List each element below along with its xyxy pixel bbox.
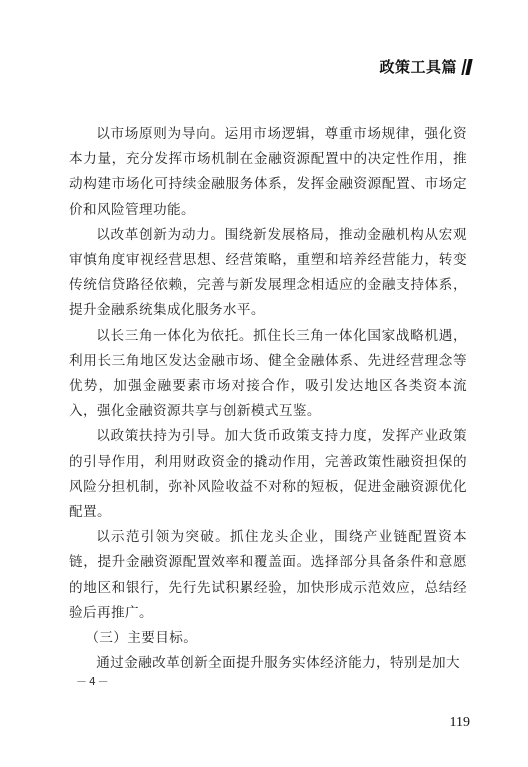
paragraph: 以政策扶持为引导。加大货币政策支持力度，发挥产业政策的引导作用，利用财政资金的撬动作用，完善政策性融资担保的风险分担机制，弥补风险收益不对称的短板，促进金融资源优化配置。 bbox=[69, 428, 467, 521]
inner-page-number: －4－ bbox=[76, 675, 111, 688]
page-number: 119 bbox=[449, 715, 470, 730]
subsection-heading: （三）主要目标。 bbox=[85, 630, 198, 647]
section-title: 政策工具篇 bbox=[379, 58, 457, 76]
paragraph: 以示范引领为突破。抓住龙头企业，围绕产业链配置资本链，提升金融资源配置效率和覆盖面。选择部分具备条件和意愿的地区和银行，先行先试积累经验，加快形成示范效应，总结经验后再推广。 bbox=[69, 529, 467, 621]
header-bars-icon bbox=[463, 59, 471, 75]
paragraph: 以改革创新为动力。围绕新发展格局，推动金融机构从宏观审慎角度审视经营思想、经营策略，重塑和培养经营能力，转变传统信贷路径依赖，完善与新发展理念相适应的金融支持体系，提升金融系统集成化服务水平。 bbox=[69, 226, 467, 319]
paragraph: 以市场原则为导向。运用市场逻辑，尊重市场规律，强化资本力量，充分发挥市场机制在金融资源配置中的决定性作用，推动构建市场化可持续金融服务体系，发挥金融资源配置、市场定价和风险管理功能。 bbox=[69, 126, 467, 218]
body-text bbox=[69, 122, 467, 676]
paragraph: 以长三角一体化为依托。抓住长三角一体化国家战略机遇，利用长三角地区发达金融市场、健全金融体系、先进经营理念等优势，加强金融要素市场对接合作，吸引发达地区各类资本流入，强化金融资源共享与创新模式互鉴。 bbox=[69, 327, 467, 420]
page-header bbox=[379, 56, 471, 77]
paragraph: 通过金融改革创新全面提升服务实体经济能力，特别是加大 bbox=[96, 655, 461, 672]
